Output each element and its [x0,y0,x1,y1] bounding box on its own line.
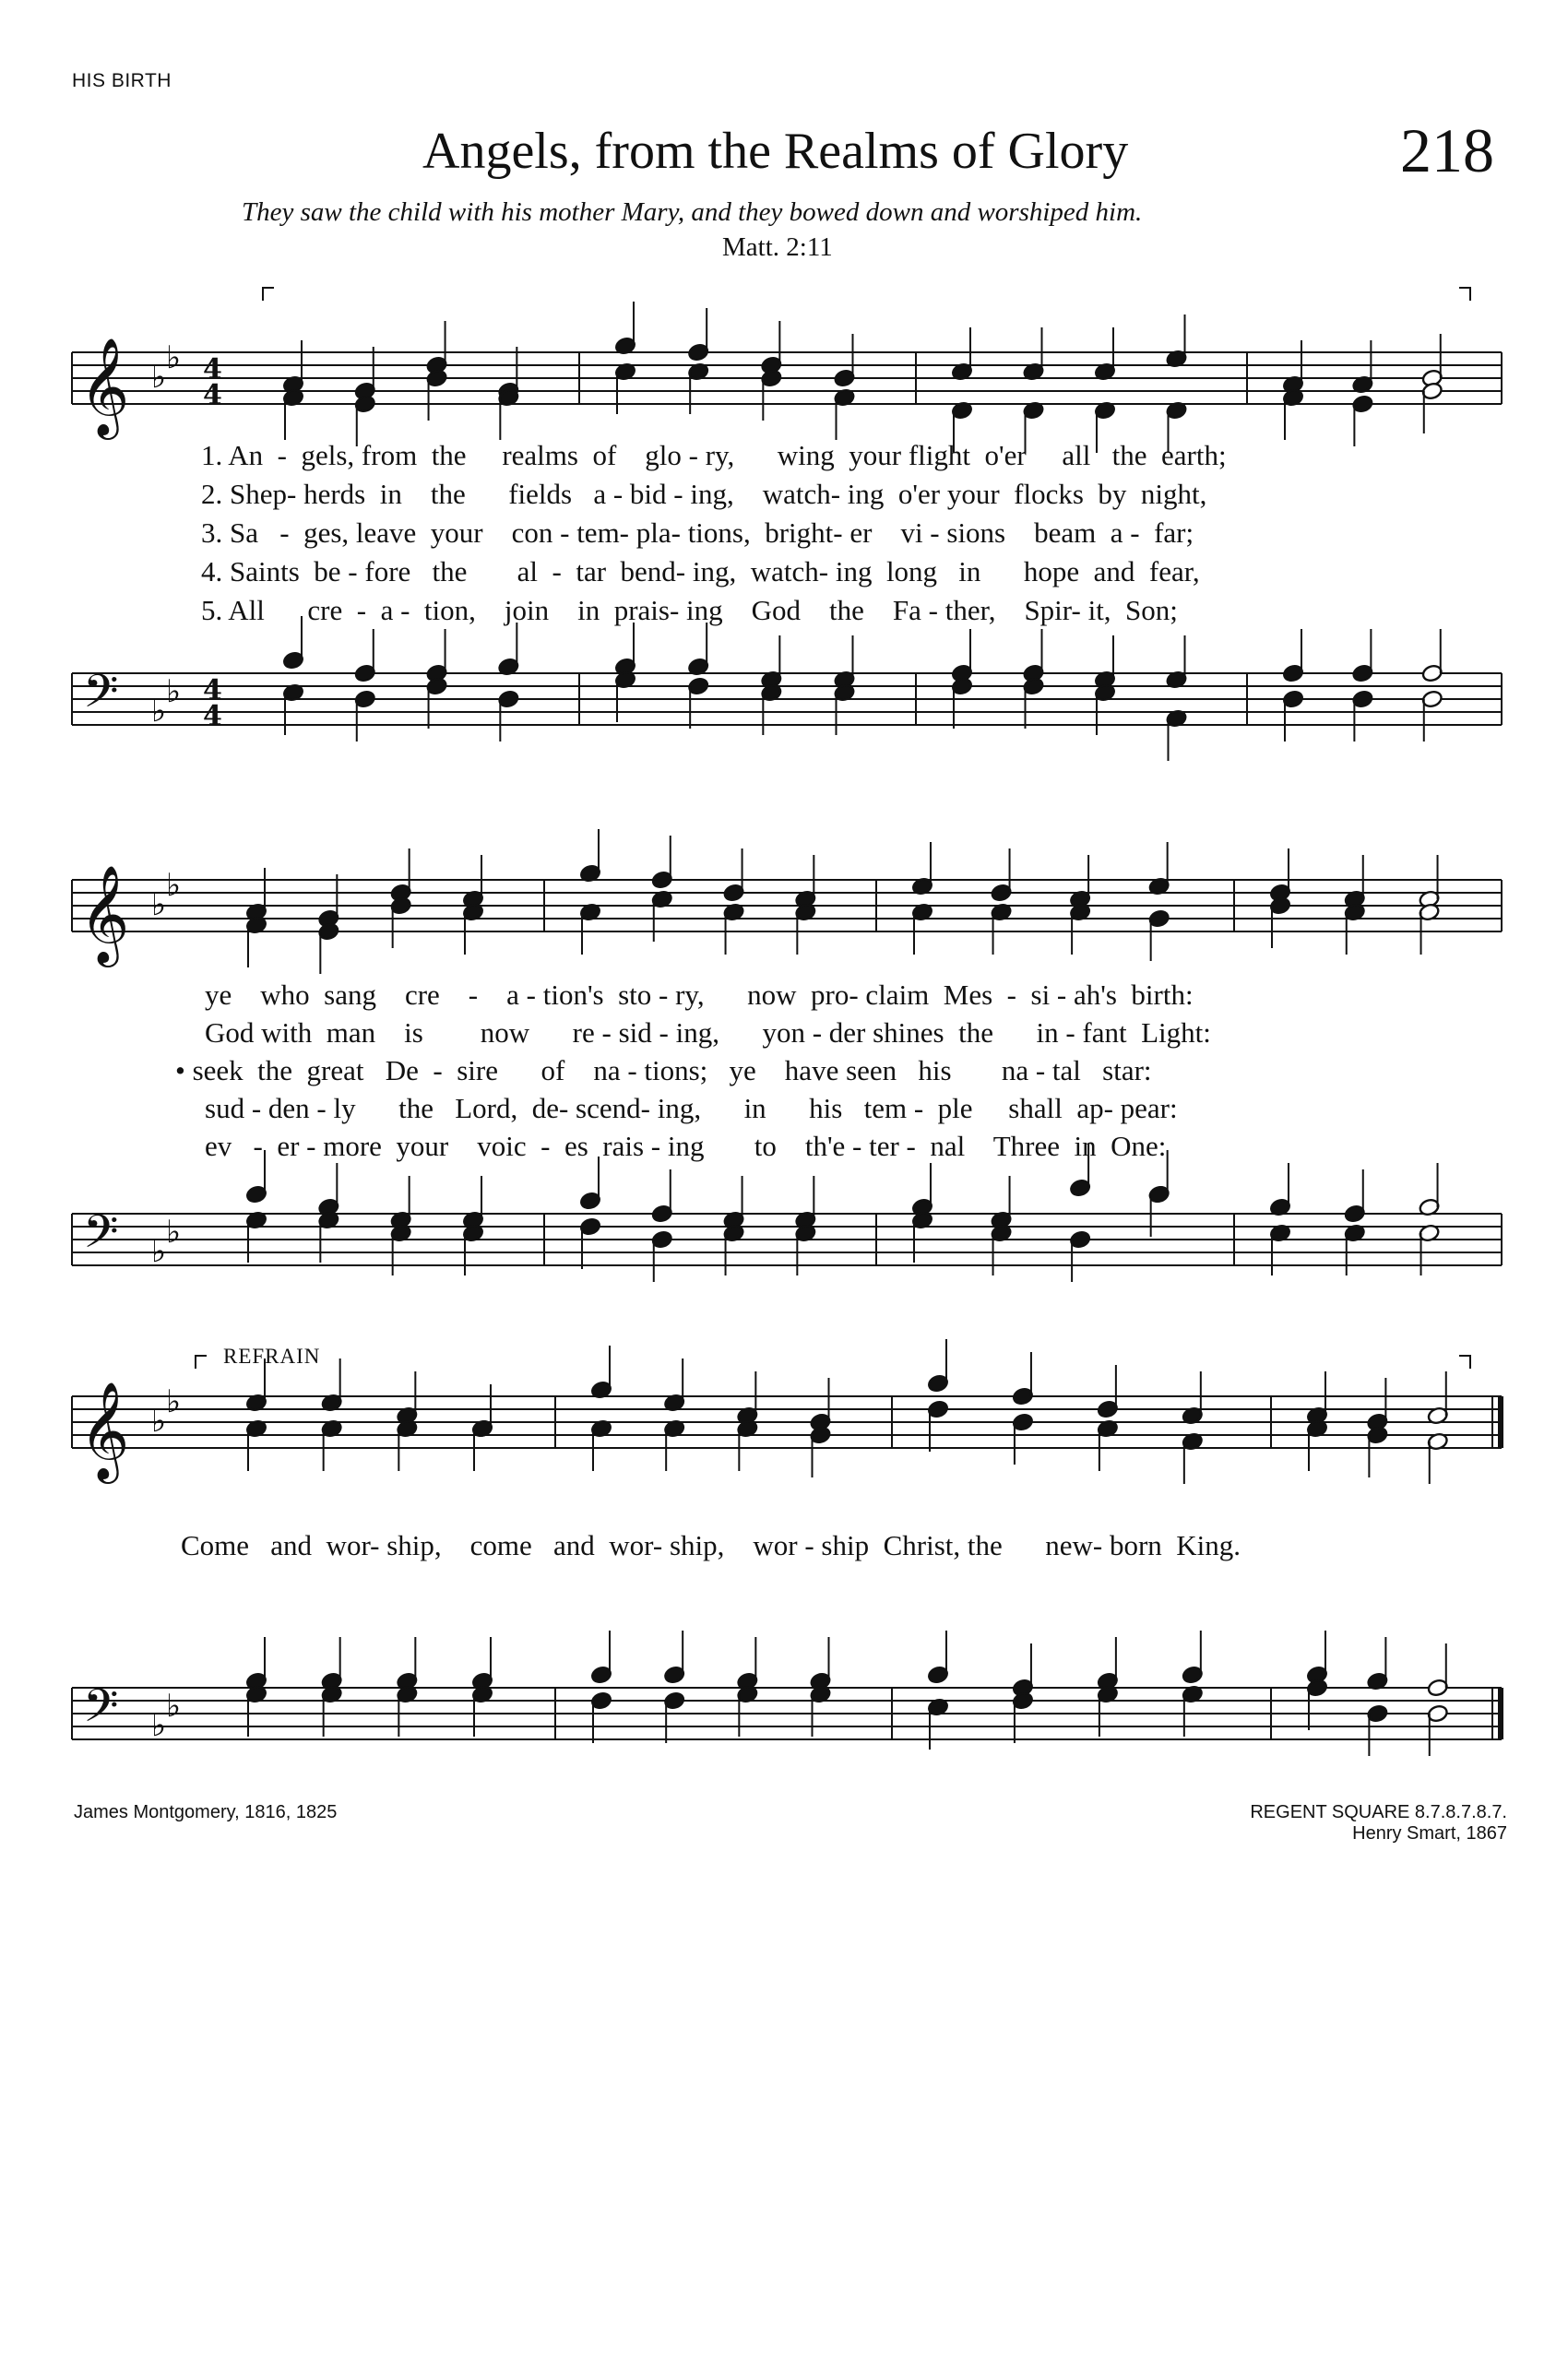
hymn-number: 218 [1400,115,1494,185]
lyric-line: sud - den - ly the Lord, de- scend- ing, in his tem - ple shall ap- pear: [205,1092,1178,1124]
treble-clef: 𝄞 [79,864,130,963]
scripture-reference: Matt. 2:11 [722,232,833,262]
flat-sign: ♭ [151,1403,167,1440]
refrain-lyric-line: Come and wor- ship, come and wor- ship, wor - ship Christ, the new- born King. [181,1529,1241,1561]
bracket-mark [196,1356,207,1369]
bracket-mark [1459,1356,1470,1369]
bass-clef: 𝄢 [83,1679,119,1744]
treble-clef: 𝄞 [79,337,130,435]
lyric-line: ye who sang cre - a - tion's sto - ry, now pro- claim Mes - si - ah's birth: [205,979,1194,1011]
time-signature: 4 [203,379,222,411]
bracket-mark [263,288,274,301]
flat-sign: ♭ [151,693,167,730]
flat-sign: ♭ [166,339,182,376]
flat-sign: ♭ [166,1214,182,1251]
lyric-line: 4. Saints be - fore the al - tar bend- ing, watch- ing long in hope and fear, [201,555,1200,587]
bass-clef: 𝄢 [83,665,119,730]
flat-sign: ♭ [151,1707,167,1744]
lyric-line: 5. All cre - a - tion, join in prais- ing God the Fa - ther, Spir- it, Son; [201,594,1178,626]
words-credit: James Montgomery, 1816, 1825 [74,1802,338,1822]
hymn-title: Angels, from the Realms of Glory [422,123,1129,180]
tune-name: REGENT SQUARE 8.7.8.7.8.7. [1250,1802,1507,1822]
lyric-line: 1. An - gels, from the realms of glo - ry, wing your flight o'er all the earth; [201,439,1227,471]
composer-credit: Henry Smart, 1867 [1352,1823,1507,1844]
flat-sign: ♭ [151,886,167,923]
lyric-line: • seek the great De - sire of na - tions; ye have seen his na - tal star: [175,1054,1152,1086]
refrain-label: REFRAIN [223,1345,321,1368]
epigraph: They saw the child with his mother Mary, and they bowed down and worshiped him. [242,197,1143,227]
lyric-line: ev - er - more your voic - es rais - ing to th'e - ter - nal Three in One: [205,1130,1167,1162]
time-signature: 4 [203,353,222,386]
flat-sign: ♭ [166,1383,182,1420]
lyric-line: 3. Sa - ges, leave your con - tem- pla- tions, bright- er vi - sions beam a - far; [201,516,1194,549]
final-barline [1498,1396,1503,1448]
bracket-mark [1459,288,1470,301]
treble-clef: 𝄞 [79,1381,130,1479]
flat-sign: ♭ [166,867,182,904]
time-signature: 4 [203,674,222,706]
lyric-line: 2. Shep- herds in the fields a - bid - ing, watch- ing o'er your flocks by night, [201,478,1207,510]
flat-sign: ♭ [151,1233,167,1270]
lyric-line: God with man is now re - sid - ing, yon - der shines the in - fant Light: [205,1016,1211,1049]
flat-sign: ♭ [151,359,167,396]
flat-sign: ♭ [166,673,182,710]
final-barline [1498,1688,1503,1739]
bass-clef: 𝄢 [83,1205,119,1270]
flat-sign: ♭ [166,1688,182,1725]
section-label: HIS BIRTH [72,70,172,91]
time-signature: 4 [203,700,222,732]
